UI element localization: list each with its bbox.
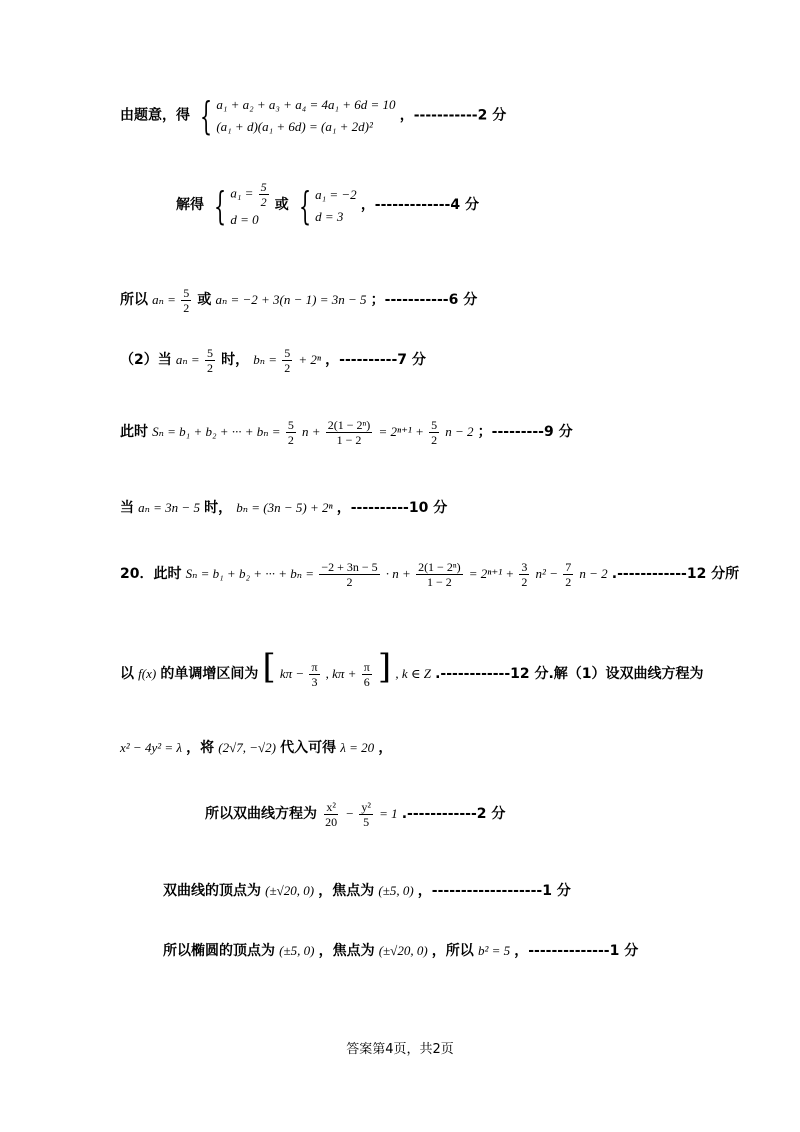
math: b² = 5	[477, 943, 511, 958]
math: aₙ =	[175, 352, 203, 367]
math: bₙ =	[253, 352, 281, 367]
math: λ = 20	[340, 740, 375, 755]
fraction: $\frac{\pi}{3}$	[311, 660, 318, 689]
page-footer: 答案第4页，共2页	[346, 1042, 454, 1057]
math: , kπ +	[325, 666, 360, 681]
text: 时，	[204, 500, 233, 516]
math: = 2ⁿ⁺¹ +	[378, 424, 428, 439]
math: kπ −	[279, 666, 308, 681]
score-marker: ，-----------2 分	[399, 107, 507, 124]
score-marker: ；-----------6 分	[370, 292, 478, 308]
text: ，将	[186, 740, 215, 756]
fraction: $\frac{5}{2}$	[206, 346, 213, 375]
math: f(x)	[138, 666, 157, 681]
text: ，焦点为	[318, 883, 375, 899]
fraction: $\frac{5}{2}$	[287, 418, 294, 447]
score-marker: .------------12 分.解（1）设双曲线方程为	[435, 666, 704, 682]
text: 由题意，得	[120, 107, 190, 124]
math: −	[345, 806, 358, 821]
solution-line-3	[120, 286, 477, 315]
fraction: $\frac{\text{2(1 − 2ⁿ)}}{1 - 2}$	[418, 560, 461, 589]
text: 或	[197, 292, 212, 308]
solution-line-6	[120, 497, 447, 517]
fraction: $\frac{\text{y²}}{5}$	[361, 800, 371, 829]
fraction: $\frac{\pi}{6}$	[363, 660, 370, 689]
equation-row: d = 3	[315, 208, 344, 224]
text: 解得	[176, 197, 204, 213]
score-marker: .------------2 分	[401, 806, 506, 822]
fraction: $\frac{7}{2}$	[565, 560, 572, 589]
math: aₙ =	[152, 292, 180, 307]
math: (±√20, 0)	[265, 883, 315, 898]
text: 此时	[120, 424, 148, 440]
text: （2）当	[120, 352, 172, 368]
fraction: $\frac{5}{2}$	[431, 418, 438, 447]
solution-line-5	[120, 418, 573, 447]
fraction: $\frac{5}{2}$	[183, 286, 190, 315]
math: (±√20, 0)	[378, 943, 428, 958]
solution-line-7	[120, 560, 739, 589]
equation-row: d = 0	[230, 212, 259, 227]
math: , k ∈ Z	[395, 666, 431, 681]
math: = 2ⁿ⁺¹ +	[468, 566, 518, 581]
text: 时，	[221, 352, 250, 368]
math: aₙ = −2 + 3(n − 1) = 3n − 5	[215, 292, 367, 307]
math: bₙ = (3n − 5) + 2ⁿ	[236, 500, 333, 515]
fraction: $\frac{5}{2}$	[284, 346, 291, 375]
math: (±5, 0)	[279, 943, 315, 958]
math: + 2ⁿ	[298, 352, 322, 367]
equation-system: { a₁ + a₂ + a₃ + a₄ = 4a₁ + 6d = 10 (a₁ + d)(a₁ + 6d) = (a₁ + 2d)²	[200, 94, 396, 138]
score-marker: ，-------------------1 分	[417, 883, 571, 899]
score-marker: ，----------7 分	[325, 352, 426, 368]
text: 当	[120, 500, 134, 516]
solution-line-1	[120, 94, 506, 138]
text: ，所以	[431, 943, 474, 959]
text: 20．此时	[120, 566, 182, 582]
equation-system: { a₁ = $\frac{5}{2}$ d = 0	[208, 180, 270, 231]
solution-line-2	[176, 180, 479, 231]
equation-row: a₁ + a₂ + a₃ + a₄ = 4a₁ + 6d = 10	[216, 97, 396, 112]
math: · n +	[385, 566, 415, 581]
right-bracket: ]	[377, 647, 392, 687]
math: (2√7, −√2)	[218, 740, 276, 755]
score-marker: ，----------10 分	[336, 500, 448, 516]
equation-row: a₁ = $\frac{5}{2}$	[230, 180, 267, 209]
text: 的单调增区间为	[160, 666, 259, 682]
fraction: $\frac{\text{x²}}{20}$	[325, 800, 338, 829]
fraction: $\frac{-2 + 3n - 5}{2}$	[321, 560, 378, 589]
text: 所以	[120, 292, 148, 308]
math: n − 2	[579, 566, 608, 581]
math: (±5, 0)	[378, 883, 414, 898]
math: n² −	[535, 566, 562, 581]
score-marker: ，-------------4 分	[360, 197, 479, 213]
text: 代入可得	[280, 740, 337, 756]
solution-line-11	[163, 880, 571, 900]
solution-line-9	[120, 737, 392, 757]
math: = 1	[379, 806, 398, 821]
solution-line-8	[120, 647, 704, 689]
solution-line-12	[163, 940, 638, 960]
text: ，焦点为	[318, 943, 375, 959]
math: n − 2	[445, 424, 474, 439]
text: 双曲线的顶点为	[163, 883, 261, 899]
score-marker: .------------12 分所	[611, 566, 740, 582]
text: 或	[274, 197, 289, 213]
text: ，	[378, 740, 393, 756]
text: 所以椭圆的顶点为	[163, 943, 275, 959]
math: Sₙ = b₁ + b₂ + ··· + bₙ =	[152, 424, 284, 439]
score-marker: ，--------------1 分	[514, 943, 639, 959]
equation-system: { a₁ = −2 d = 3	[298, 183, 357, 228]
left-bracket: [	[262, 647, 276, 687]
math: Sₙ = b₁ + b₂ + ··· + bₙ =	[185, 566, 318, 581]
score-marker: ；---------9 分	[477, 424, 573, 440]
text: 以	[120, 666, 134, 682]
math: n +	[301, 424, 324, 439]
solution-line-4	[120, 346, 426, 375]
fraction: $\frac{\text{2(1 − 2ⁿ)}}{1 - 2}$	[327, 418, 371, 447]
math: x² − 4y² = λ	[120, 740, 183, 755]
solution-line-10	[205, 800, 505, 829]
text: 所以双曲线方程为	[205, 806, 317, 822]
fraction: $\frac{3}{2}$	[521, 560, 528, 589]
equation-row: a₁ = −2	[315, 186, 357, 202]
equation-row: (a₁ + d)(a₁ + 6d) = (a₁ + 2d)²	[216, 119, 373, 134]
math: aₙ = 3n − 5	[138, 500, 200, 515]
